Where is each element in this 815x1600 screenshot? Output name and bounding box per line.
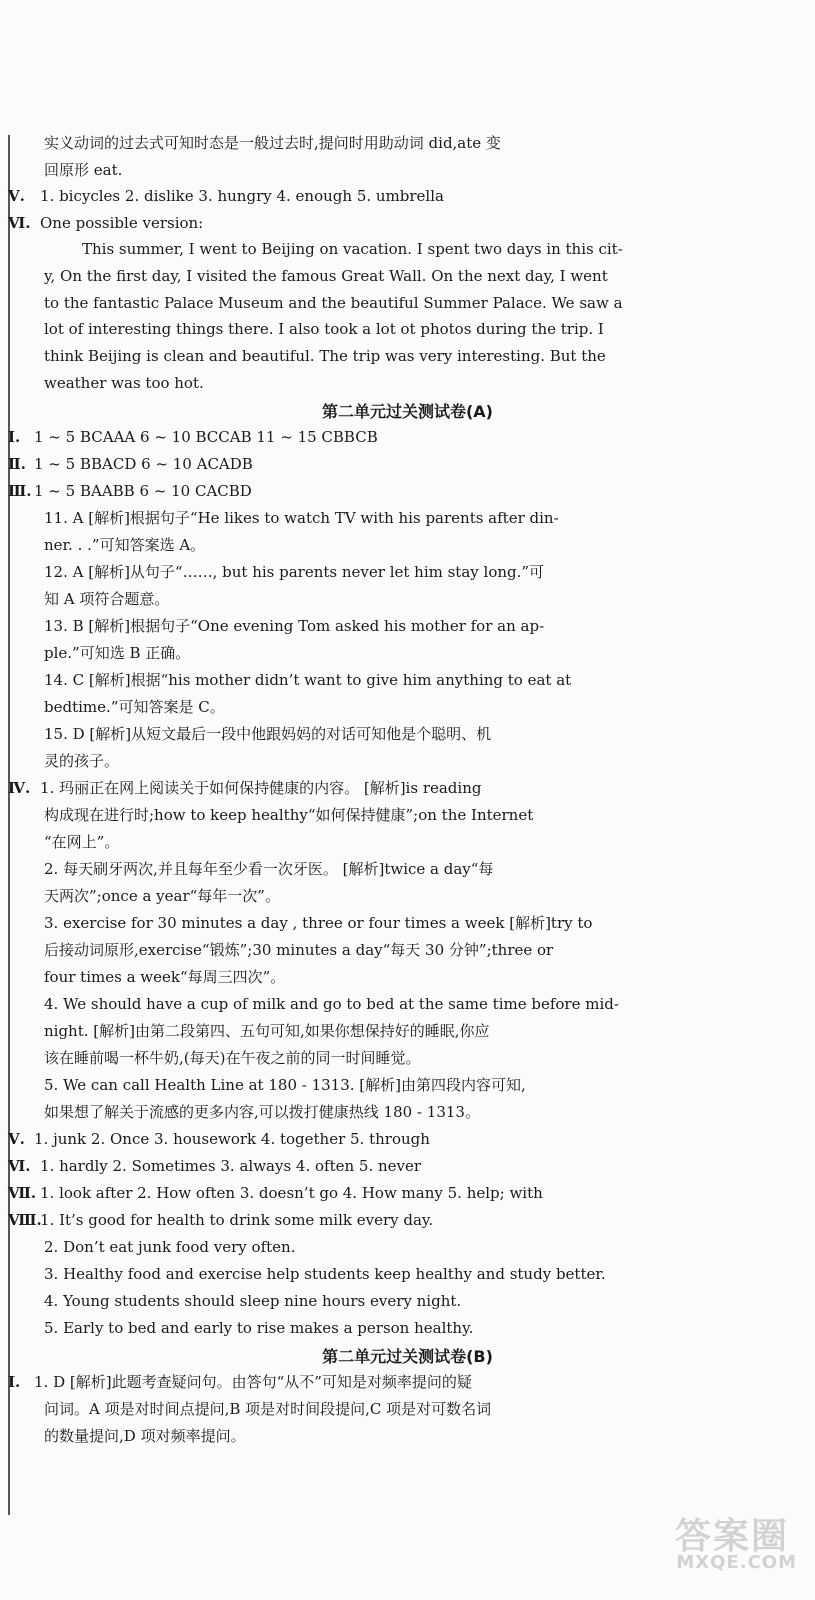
text-line: four times a week“每周三四次”。 <box>44 968 286 986</box>
text-line: 1 ~ 5 BAABB 6 ~ 10 CACBD <box>34 482 252 500</box>
essay-line: This summer, I went to Beijing on vacation. I spent two days in this cit- <box>82 240 623 258</box>
text-line: 3. Healthy food and exercise help students keep healthy and study better. <box>44 1265 606 1283</box>
essay-line: lot of interesting things there. I also took a lot ot photos during the trip. I <box>44 320 604 338</box>
text-line: 1. junk 2. Once 3. housework 4. together 5. through <box>34 1130 430 1148</box>
text-line: 1. look after 2. How often 3. doesn’t go 4. How many 5. help; with <box>40 1184 543 1202</box>
section-numeral: Ⅴ. <box>8 1130 25 1148</box>
section-heading: 第二单元过关测试卷(A) <box>321 402 493 421</box>
essay-line: think Beijing is clean and beautiful. The trip was very interesting. But the <box>44 347 606 365</box>
text-line: 知 A 项符合题意。 <box>44 590 170 608</box>
left-margin-rule <box>8 135 10 1515</box>
text-line: 1. 玛丽正在网上阅读关于如何保持健康的内容。 [解析]is reading <box>40 779 482 797</box>
site-watermark <box>647 1508 797 1578</box>
text-line: 该在睡前喝一杯牛奶,(每天)在午夜之前的同一时间睡觉。 <box>44 1049 421 1067</box>
section-numeral: Ⅵ. <box>8 214 31 232</box>
text-line: 1. hardly 2. Sometimes 3. always 4. often 5. never <box>40 1157 422 1175</box>
text-line: 2. 每天刷牙两次,并且每年至少看一次牙医。 [解析]twice a day“每 <box>44 860 494 878</box>
section-numeral: Ⅵ. <box>8 1157 31 1175</box>
text-line: 5. We can call Health Line at 180 - 1313. [解析]由第四段内容可知, <box>44 1076 526 1094</box>
text-line: 1 ~ 5 BCAAA 6 ~ 10 BCCAB 11 ~ 15 CBBCB <box>34 428 378 446</box>
text-line: 2. Don’t eat junk food very often. <box>44 1238 296 1256</box>
text-line: 13. B [解析]根据句子“One evening Tom asked his mother for an ap- <box>44 617 545 635</box>
text-line: 4. We should have a cup of milk and go to bed at the same time before mid- <box>44 995 619 1013</box>
essay-line: y, On the first day, I visited the famous Great Wall. On the next day, I went <box>44 267 608 285</box>
text-line: 3. exercise for 30 minutes a day , three or four times a week [解析]try to <box>44 914 593 932</box>
text-line: bedtime.”可知答案是 C。 <box>44 698 225 716</box>
text-line: 天两次”;once a year“每年一次”。 <box>44 887 280 905</box>
text-line: night. [解析]由第二段第四、五句可知,如果你想保持好的睡眠,你应 <box>44 1022 490 1040</box>
text-line: 回原形 eat. <box>44 161 123 179</box>
section-numeral: Ⅱ. <box>8 455 26 473</box>
essay-line: to the fantastic Palace Museum and the beautiful Summer Palace. We saw a <box>44 294 623 312</box>
text-line: “在网上”。 <box>44 833 120 851</box>
text-line: ple.”可知选 B 正确。 <box>44 644 191 662</box>
text-line: 15. D [解析]从短文最后一段中他跟妈妈的对话可知他是个聪明、机 <box>44 725 492 743</box>
section-numeral: Ⅳ. <box>8 779 31 797</box>
section-numeral: Ⅲ. <box>8 482 32 500</box>
text-line: 1. D [解析]此题考查疑问句。由答句“从不”可知是对频率提问的疑 <box>34 1373 472 1391</box>
text-line: 12. A [解析]从句子“……, but his parents never let him stay long.”可 <box>44 563 545 581</box>
text-line: 构成现在进行时;how to keep healthy“如何保持健康”;on the Internet <box>44 806 534 824</box>
text-line: 后接动词原形,exercise“锻炼”;30 minutes a day“每天 30 分钟”;three or <box>44 941 554 959</box>
section-numeral: Ⅴ. <box>8 187 25 205</box>
text-line: One possible version: <box>40 214 204 232</box>
text-line: ner. . .”可知答案选 A。 <box>44 536 206 554</box>
section-numeral: Ⅰ. <box>8 1373 21 1391</box>
text-line: 灵的孩子。 <box>44 752 120 770</box>
section-heading: 第二单元过关测试卷(B) <box>322 1347 493 1366</box>
text-line: 14. C [解析]根据“his mother didn’t want to give him anything to eat at <box>44 671 572 689</box>
watermark-url-text: MXQE.COM <box>676 1552 797 1573</box>
essay-line: weather was too hot. <box>44 374 204 392</box>
text-line: 5. Early to bed and early to rise makes a person healthy. <box>44 1319 474 1337</box>
section-numeral: Ⅷ. <box>8 1211 42 1229</box>
text-line: 问词。A 项是对时间点提问,B 项是对时间段提问,C 项是对可数名词 <box>44 1400 492 1418</box>
text-line: 1 ~ 5 BBACD 6 ~ 10 ACADB <box>34 455 253 473</box>
section-numeral: Ⅰ. <box>8 428 21 446</box>
watermark-logo-text: 答案圈 <box>674 1516 789 1557</box>
text-line: 11. A [解析]根据句子“He likes to watch TV with his parents after din- <box>44 509 559 527</box>
text-line: 如果想了解关于流感的更多内容,可以拨打健康热线 180 - 1313。 <box>44 1103 480 1121</box>
section-numeral: Ⅶ. <box>8 1184 37 1202</box>
text-line: 1. bicycles 2. dislike 3. hungry 4. enough 5. umbrella <box>40 187 444 205</box>
text-line: 1. It’s good for health to drink some milk every day. <box>40 1211 434 1229</box>
text-line: 实义动词的过去式可知时态是一般过去时,提问时用助动词 did,ate 变 <box>44 134 501 152</box>
text-line: 的数量提问,D 项对频率提问。 <box>44 1427 246 1445</box>
text-line: 4. Young students should sleep nine hours every night. <box>44 1292 462 1310</box>
